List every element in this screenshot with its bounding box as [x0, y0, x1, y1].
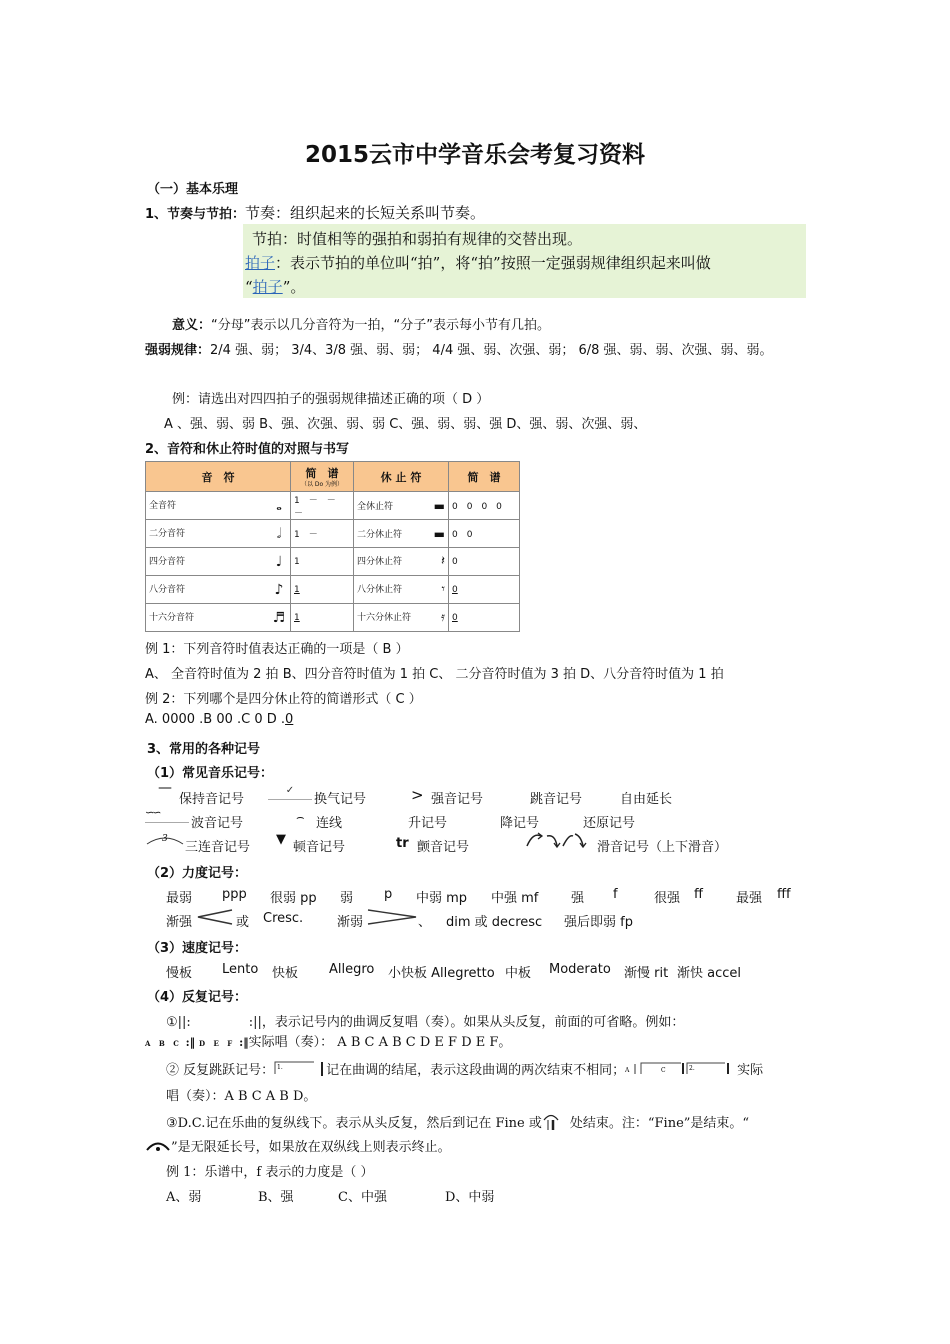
tempo-label: 小快板 Allegretto — [388, 966, 495, 981]
repeat-example-line: A B C :‖ D E F :‖实际唱（奏）： A B C A B C D E F D E F。 — [145, 1035, 512, 1050]
tempo-label: 慢板 — [166, 966, 193, 981]
rhythm-meter-line — [145, 202, 485, 223]
dynamic-label: 中弱 mp — [416, 891, 468, 906]
table-header-row — [146, 462, 520, 492]
example-question: 例 2：下列哪个是四分休止符的简谱形式（ C ） — [145, 692, 422, 707]
dynamic-label: 渐弱 — [337, 915, 364, 930]
example-option: D、中弱 — [445, 1190, 495, 1205]
section-heading: 2、音符和休止符时值的对照与书写 — [145, 442, 350, 457]
dynamic-label: 最强 — [736, 891, 763, 906]
table-header: 简 谱 — [449, 462, 520, 492]
fermata-line: ”是无限延长号，如果放在双纵线上则表示终止。 — [145, 1136, 451, 1155]
symbol-label: 降记号 — [500, 816, 540, 831]
subsection-heading: （1）常见音乐记号： — [147, 766, 274, 781]
sixteenth-rest-icon: 𝄿 — [441, 610, 445, 625]
svg-text:1.: 1. — [277, 1064, 283, 1071]
symbol-label: 还原记号 — [583, 816, 636, 831]
fermata-icon — [145, 1139, 171, 1153]
symbol-label: 顿音记号 — [293, 840, 346, 855]
repeat-bar-icon: :‖ — [235, 1036, 249, 1049]
symbol-label: 保持音记号 — [179, 792, 245, 807]
tempo-label: Allegro — [329, 962, 375, 977]
dynamic-label: 很弱 pp — [270, 891, 317, 906]
dynamic-label: 或 — [236, 915, 250, 930]
whole-note-icon: 𝅝 — [276, 497, 282, 514]
table-row: 四分音符 ♩ 1 四分休止符 𝄽 0 — [146, 548, 520, 576]
decrescendo-icon — [366, 908, 418, 926]
svg-text:C: C — [661, 1067, 666, 1074]
symbol-label: 强音记号 — [431, 792, 484, 807]
dc-line: ③D.C.记在乐曲的复纵线下。表示从头反复，然后到记在 Fine 或 处结束。注：“Fine”是结束。“ — [166, 1112, 749, 1131]
symbol-label: 连线 — [316, 816, 343, 831]
strength-rule-line: 强弱规律：2/4 强、弱； 3/4、3/8 强、弱、弱； 4/4 强、弱、次强、弱； 6/8 强、弱、弱、次强、弱、弱。 — [145, 343, 773, 358]
table-row: 全音符 𝅝 1 － － － 全休止符 ▬ 0 0 0 0 — [146, 492, 520, 520]
example-question: 例 1：乐谱中，f 表示的力度是（ ） — [166, 1165, 374, 1180]
beat-definition: 节拍：时值相等的强拍和弱拍有规律的交替出现。 — [252, 230, 583, 248]
accent-icon: > — [411, 786, 424, 804]
tempo-label: Lento — [222, 962, 259, 977]
tempo-label: 快板 — [272, 966, 299, 981]
whole-rest-icon: ▬ — [433, 498, 445, 513]
tempo-label: 渐快 accel — [677, 966, 742, 981]
subsection-heading: （3）速度记号： — [147, 941, 248, 956]
section-heading: （一）基本乐理 — [147, 182, 239, 197]
dynamic-label: Cresc. — [263, 911, 304, 926]
volta-line: ② 反复跳跃记号： 1. 记在曲调的结尾，表示这段曲调的两次结束不相同； A C 2. 实际 — [166, 1059, 763, 1078]
svg-text:3: 3 — [162, 834, 168, 844]
meaning-line: 意义：“分母”表示以几分音符为一拍，“分子”表示每小节有几拍。 — [172, 318, 550, 333]
symbol-label: 升记号 — [408, 816, 448, 831]
trill-icon: tr — [396, 836, 409, 851]
half-rest-icon: ▬ — [433, 526, 445, 541]
dynamic-label: 渐强 — [166, 915, 193, 930]
breath-mark-icon: ✓ — [268, 786, 312, 800]
symbol-label: 换气记号 — [314, 792, 367, 807]
table-header: 休 止 符 — [354, 462, 449, 492]
dynamic-label: 强后即弱 fp — [564, 915, 633, 930]
fermata-barline-icon — [542, 1112, 560, 1130]
section-heading: 3、常用的各种记号 — [147, 742, 261, 757]
volta-example-icon — [625, 1060, 731, 1076]
example-question: 例：请选出对四四拍子的强弱规律描述正确的项（ D ） — [172, 392, 490, 407]
example-options: A. 0000 .B 00 .C 0 D .0 — [145, 712, 294, 727]
dynamic-label: dim 或 decresc — [446, 915, 543, 930]
item-label: 1、节奏与节拍： — [145, 207, 246, 222]
subsection-heading: （2）力度记号： — [147, 866, 248, 881]
dynamic-label: 很强 — [654, 891, 681, 906]
dynamic-label: fff — [777, 887, 791, 902]
tempo-label: Moderato — [549, 962, 611, 977]
subsection-heading: （4）反复记号： — [147, 990, 248, 1005]
glissando-icon — [525, 830, 591, 850]
example-option: B、强 — [258, 1190, 294, 1205]
mordent-icon: ∽∽ — [145, 808, 189, 823]
half-note-icon: 𝅗𝅥 — [276, 525, 282, 542]
quarter-rest-icon: 𝄽 — [441, 554, 445, 569]
dynamic-label: 强 — [571, 891, 585, 906]
rhythm-definition: 节奏：组织起来的长短关系叫节奏。 — [245, 204, 486, 222]
svg-text:2.: 2. — [689, 1065, 695, 1072]
meter-link[interactable]: 拍子 — [252, 278, 283, 296]
table-header: 简 谱 （以 Do 为例） — [291, 462, 354, 492]
meter-definition: 拍子：表示节拍的单位叫“拍”，将“拍”按照一定强弱规律组织起来叫做 — [245, 254, 711, 272]
page-title: 2015云市中学音乐会考复习资料 — [304, 142, 645, 168]
example-question: 例 1：下列音符时值表达正确的一项是（ B ） — [145, 642, 409, 657]
repeat-start-icon: ①||: — [166, 1015, 191, 1030]
tempo-label: 渐慢 rit — [624, 966, 669, 981]
table-row: 二分音符 𝅗𝅥 1 － 二分休止符 ▬ 0 0 — [146, 520, 520, 548]
symbol-label: 滑音记号（上下滑音） — [597, 840, 728, 855]
table-row: 十六分音符 ♬ 1 十六分休止符 𝄿 0 — [146, 604, 520, 632]
dynamic-label: p — [384, 887, 393, 902]
example-options: A、 全音符时值为 2 拍 B、四分音符时值为 1 拍 C、 二分音符时值为 3 拍 D、八分音符时值为 1 拍 — [145, 667, 724, 682]
example-options: A 、强、弱、弱 B、强、次强、弱、弱 C、强、弱、弱、强 D、强、弱、次强、弱、 — [164, 417, 647, 432]
eighth-note-icon: ♪ — [274, 581, 284, 598]
dynamic-label: f — [613, 887, 618, 902]
symbol-label: 颤音记号 — [417, 840, 470, 855]
dynamic-label: 中强 mf — [491, 891, 539, 906]
staccatissimo-icon: ▼ — [276, 832, 286, 847]
repeat-sign-line: ①||: :||，表示记号内的曲调反复唱（奏）。如果从头反复，前面的可省略。例如： — [166, 1015, 685, 1030]
symbol-label: 三连音记号 — [185, 840, 251, 855]
symbol-label: 自由延长 — [620, 792, 673, 807]
note-value-table — [145, 461, 520, 632]
tenuto-icon: — — [158, 780, 172, 796]
dynamic-label: ff — [694, 887, 703, 902]
triplet-icon — [145, 830, 185, 848]
eighth-rest-icon: 𝄾 — [441, 582, 445, 597]
example-option: C、中强 — [338, 1190, 387, 1205]
symbol-label: 波音记号 — [191, 816, 244, 831]
meter-definition-cont: “拍子”。 — [245, 278, 306, 296]
sixteenth-note-icon: ♬ — [272, 609, 286, 626]
svg-text:A: A — [625, 1067, 630, 1074]
volta-icon — [274, 1060, 326, 1076]
dynamic-label: 弱 — [340, 891, 354, 906]
dynamic-label: 最弱 — [166, 891, 193, 906]
repeat-bar-icon: :‖ — [181, 1036, 200, 1049]
example-option: A、弱 — [166, 1190, 202, 1205]
quarter-note-icon: ♩ — [275, 553, 283, 570]
dynamic-label: ppp — [222, 887, 247, 902]
dynamic-label: 、 — [418, 915, 432, 930]
table-header: 音 符 — [146, 462, 291, 492]
tempo-label: 中板 — [505, 966, 532, 981]
meter-link[interactable]: 拍子 — [245, 254, 276, 272]
crescendo-icon — [196, 908, 234, 926]
table-row: 八分音符 ♪ 1 八分休止符 𝄾 0 — [146, 576, 520, 604]
volta-result-line: 唱（奏）：A B C A B D。 — [166, 1089, 317, 1104]
symbol-label: 跳音记号 — [530, 792, 583, 807]
slur-icon: ⌢ — [296, 810, 305, 825]
